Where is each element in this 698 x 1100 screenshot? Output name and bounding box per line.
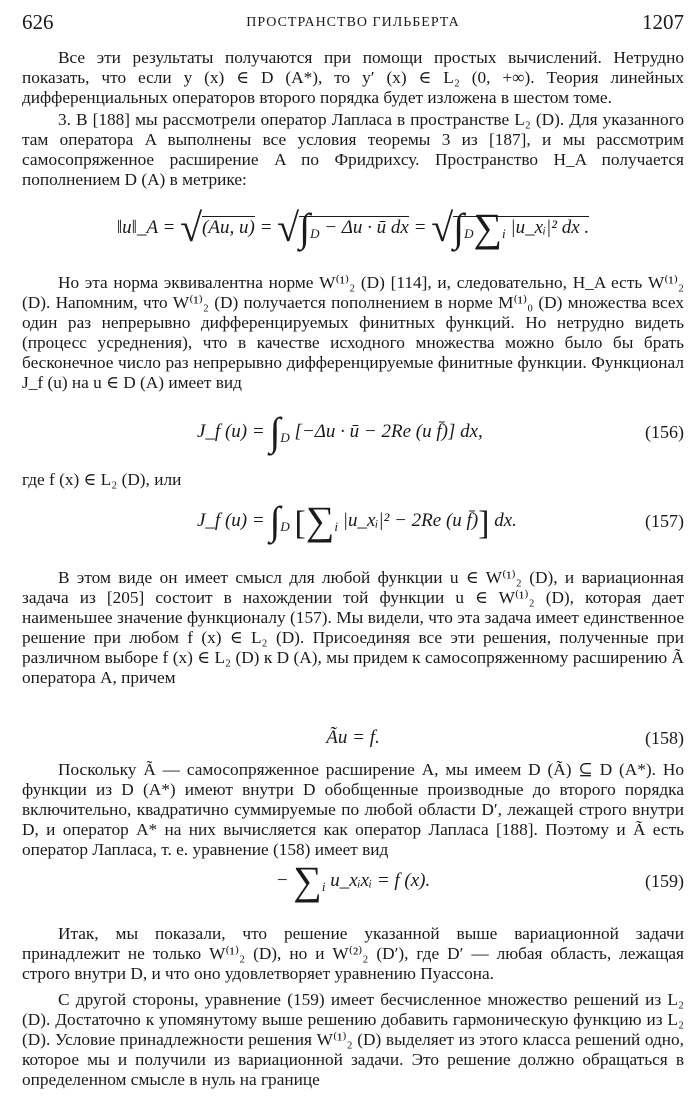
norm-term-1: (Au, u) — [202, 217, 255, 238]
eq159-lhs: − — [275, 870, 294, 891]
paragraph-7: Итак, мы показали, что решение указанной выше вариационной задачи принадлежит не только W⁽¹⁾₂ (D), но и W⁽²⁾₂ (D′), где D′ — любая область, лежащая строго внутри D, и что оно удовлетворяет уравнению Пуассона. — [22, 924, 684, 983]
equation-156-body — [197, 409, 483, 458]
integral-sign: ∫ — [453, 205, 465, 250]
equation-number-156: (156) — [645, 422, 684, 442]
sum-index: i — [502, 225, 506, 241]
paragraph-8: С другой стороны, уравнение (159) имеет бесчисленное множество решений из L₂ (D). Достаточно к упомянутому выше решению добавить гармоническую функцию из L₂ (D). Условие принадлежности решения W⁽¹⁾₂ (D) выделяет из этого класса решений одно, которое мы и получили из вариационной задачи. Это решение должно обращаться в определенном смысле в нуль на границе — [22, 990, 684, 1089]
sum-sign: ∑ — [293, 858, 322, 903]
paragraph-6: Поскольку Ã — самосопряженное расширение A, мы имеем D (Ã) ⊆ D (A*). Но функции из D (A*) имеют внутри D обобщенные производные до второго порядка включительно, квадратично суммируемые по любой области D′, лежащей строго внутри D, и оператор A* на них вычисляется как оператор Лапласа [188]. Поэтому и Ã есть оператор Лапласа, т. е. уравнение (158) имеет вид — [22, 760, 684, 859]
equation-number-157: (157) — [645, 511, 684, 531]
norm-term-3: |u_xᵢ|² dx . — [510, 217, 590, 238]
equation-158-body: Ãu = f. — [326, 727, 380, 748]
equation-156 — [22, 409, 684, 454]
equation-157 — [22, 496, 684, 546]
sqrt-sign: √ — [277, 205, 300, 250]
paragraph-3: Но эта норма эквивалентна норме W⁽¹⁾₂ (D) [114], и, следовательно, H_A есть W⁽¹⁾₂ (D). Напомним, что W⁽¹⁾₂ (D) получается пополнением в норме M⁽¹⁾₀ (D) множества всех один раз непрерывно дифференцируемых финитных функций. Но нетрудно видеть (процесс усреднения), что в качестве исходного множества можно было бы брать бесконечное число раз непрерывно дифференцируемые финитные функции. Функционал J_f (u) на u ∈ D (A) имеет вид — [22, 273, 684, 392]
equation-norm — [22, 200, 684, 262]
running-head: ПРОСТРАНСТВО ГИЛЬБЕРТА — [246, 15, 460, 30]
sum-sign: ∑ — [305, 498, 335, 543]
norm-term-2: − Δu · ū dx — [324, 217, 409, 238]
integral-domain: D — [280, 429, 290, 445]
paragraph-1: Все эти результаты получаются при помощи простых вычислений. Нетрудно показать, что если y (x) ∈ D (A*), то y′ (x) ∈ L₂ (0, +∞). Теория линейных дифференциальных операторов второго порядка будет изложена в шестом томе. — [22, 48, 684, 107]
equation-159-body — [22, 856, 684, 912]
paragraph-2: 3. В [188] мы рассмотрели оператор Лапласа в пространстве L₂ (D). Для указанного там оператора A выполнены все условия теоремы 3 из [187], и мы рассмотрим самосопряженное расширение A по Фридрихсу. Пространство H_A получается пополнением D (A) в метрике: — [22, 110, 684, 189]
eq157-body-text: |u_xᵢ|² − 2Re (u f̄) — [342, 510, 479, 531]
section-ref: 1207 — [642, 10, 684, 34]
equation-number-158: (158) — [645, 728, 684, 748]
equation-norm-body: ‖u‖_A = √(Au, $u) = √\int_D - \Delta u$ · ū dx = $√\int_D\sum_i$ |u_xᵢ|² dx . — [116, 205, 590, 250]
integral-sign: ∫ — [269, 409, 281, 454]
paragraph-4: где f (x) ∈ L₂ (D), или — [22, 470, 182, 489]
eq157-lhs: J_f (u) = — [197, 510, 270, 531]
sum-index: i — [321, 878, 326, 894]
eq156-lhs: J_f (u) = — [197, 421, 270, 442]
equation-159 — [22, 856, 684, 906]
integral-domain: D — [280, 518, 290, 534]
paragraph-5: В этом виде он имеет смысл для любой функции u ∈ W⁽¹⁾₂ (D), и вариационная задача из [205] состоит в нахождении той функции u ∈ W⁽¹⁾₂ (D), которая дает наименьшее значение функционалу (157). Мы видели, что эта задача имеет единственное решение при любом f (x) ∈ L₂ (D). Присоединяя все эти решения, полученные при различном выборе f (x) ∈ L₂ (D) к D (A), мы придем к самосопряженному расширению Ã оператора A, причем — [22, 568, 684, 687]
integral-domain: D — [464, 225, 474, 241]
equation-158 — [22, 718, 684, 758]
eq159-body-text: u_xᵢxᵢ = f (x). — [330, 870, 431, 891]
page-header — [22, 10, 684, 38]
eq157-tail: dx. — [494, 510, 517, 531]
sqrt-sign: √ — [180, 205, 203, 250]
integral-sign: ∫ — [299, 205, 311, 250]
equation-157-body — [197, 496, 517, 552]
integral-sign: ∫ — [269, 498, 281, 543]
left-bracket: [ — [294, 505, 306, 542]
integral-domain: D — [310, 225, 320, 241]
sum-index: i — [334, 518, 339, 534]
norm-lhs: ‖u‖_A = — [116, 217, 181, 238]
sqrt-sign: √ — [431, 205, 454, 250]
sum-sign: ∑ — [473, 205, 503, 250]
right-bracket: ] — [478, 505, 490, 542]
eq156-body-text: [−Δu · ū − 2Re (u f̄)] dx, — [294, 421, 483, 442]
equation-number-159: (159) — [645, 871, 684, 891]
page-number: 626 — [22, 10, 54, 34]
